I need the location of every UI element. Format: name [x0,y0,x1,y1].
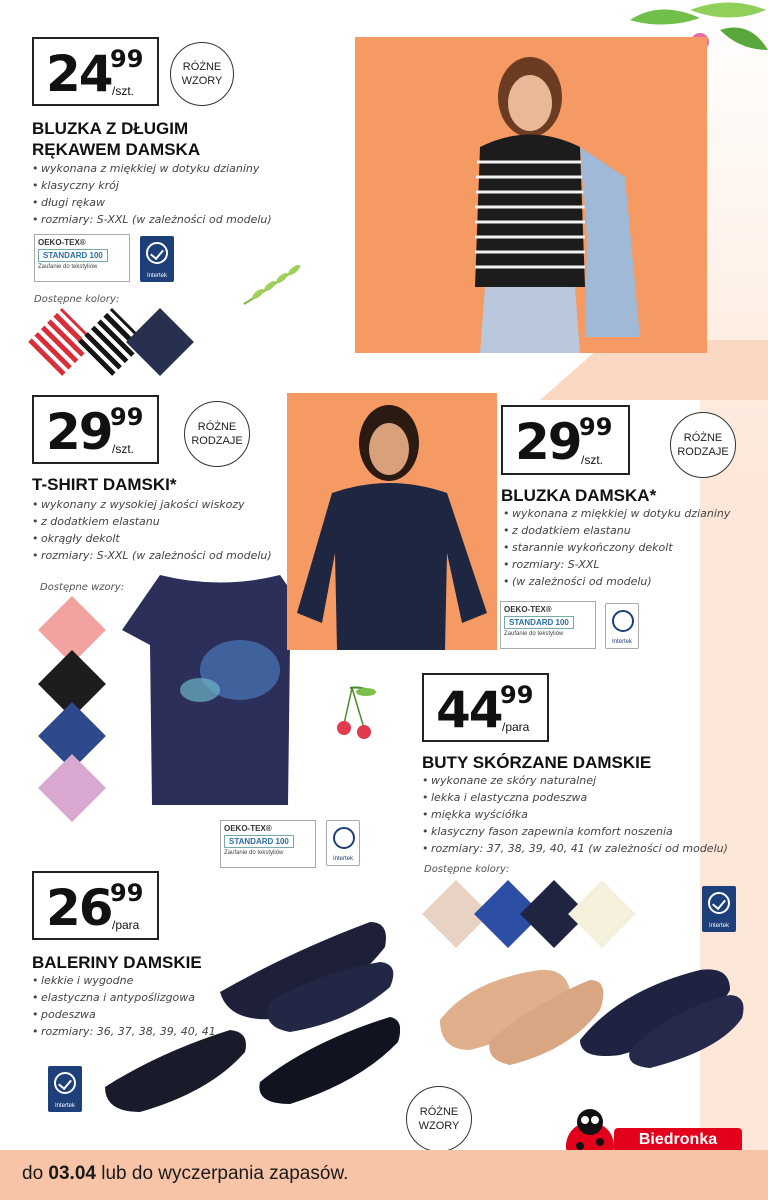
price-whole: 29 [515,413,581,471]
oeko-tex-label [500,601,596,649]
intertek-logo-icon [48,1066,82,1112]
price-whole: 26 [46,879,112,937]
bullet-item: • lekka i elastyczna podeszwa [422,789,762,806]
price-whole: 44 [436,681,502,739]
badge-line-2: WZORY [418,1120,460,1132]
badge-rozne-rodzaje [184,401,250,467]
oeko-line-1: OEKO-TEX® [224,824,272,833]
oeko-tex-label [34,234,130,282]
price-box-bluzka-damska [501,405,630,475]
footer-prefix: do [22,1163,49,1184]
bullet-item: • rozmiary: S-XXL (w zależności od modelu) [32,211,312,228]
price-box-bluzka-dlugi-rekaw [32,37,159,106]
bullet-item: • rozmiary: 36, 37, 38, 39, 40, 41 [32,1023,232,1040]
badge-rozne-wzory [170,42,234,106]
bullet-item: • wykonane ze skóry naturalnej [422,772,762,789]
footer-suffix: lub do wyczerpania zapasów. [95,1163,349,1184]
bullet-item: • wykonana z miękkiej w dotyku dzianiny [32,160,312,177]
bullet-item: • z dodatkiem elastanu [32,513,302,530]
bullet-item: • wykonana z miękkiej w dotyku dzianiny [503,505,763,522]
intertek-text: Intertek [708,923,729,929]
price-unit: /szt. [112,84,135,98]
oeko-line-2: STANDARD 100 [224,835,294,848]
price-cents: 99 [110,403,144,431]
intertek-text: Intertek [611,639,632,645]
badge-line-2: RODZAJE [677,446,729,458]
price-unit: /szt. [112,442,135,456]
oeko-line-1: OEKO-TEX® [38,238,86,247]
product-title-bluzka-damska: BLUZKA DAMSKA* [501,486,657,505]
price-unit: /para [112,918,140,932]
bullet-item: • rozmiary: S-XXL (w zależności od modelu) [32,547,302,564]
price-whole: 24 [46,45,112,103]
badge-line-1: RÓŻNE [197,420,237,433]
brand-name: Biedronka [638,1131,718,1148]
bullet-item: • elastyczna i antypoślizgowa [32,989,232,1006]
bullet-item: • lekkie i wygodne [32,972,232,989]
product-title-buty-skorzane: BUTY SKÓRZANE DAMSKIE [422,753,652,772]
patterns-label: Dostępne wzory: [40,582,125,593]
product-title-tshirt: T-SHIRT DAMSKI* [32,475,177,494]
cherries-icon [330,684,382,744]
footer-text [22,1163,348,1185]
bullet-list-buty-skorzane [422,772,762,857]
title-line-1: BLUZKA Z DŁUGIM [32,119,189,138]
badge-line-1: RÓŻNE [182,60,222,73]
badge-line-2: WZORY [181,75,223,87]
oeko-line-1: OEKO-TEX® [504,605,552,614]
bullet-item: • z dodatkiem elastanu [503,522,763,539]
oeko-line-3: Zaufanie do tekstyliów [38,264,98,270]
price-cents: 99 [110,45,144,73]
oeko-line-2: STANDARD 100 [504,616,574,629]
bullet-item: • wykonany z wysokiej jakości wiskozy [32,496,302,513]
bullet-list-tshirt [32,496,302,564]
colors-label: Dostępne kolory: [424,864,510,875]
photo-leather-loafers [430,940,750,1080]
intertek-logo-icon [702,886,736,932]
oeko-line-2: STANDARD 100 [38,249,108,262]
footer-banner [0,1150,768,1200]
price-cents: 99 [110,879,144,907]
intertek-text: Intertek [332,856,353,862]
intertek-text: Intertek [146,273,167,279]
badge-rozne-wzory [406,1086,472,1152]
swatch-pink-floral [38,754,106,822]
photo-model-striped-top [355,37,707,353]
photo-model-navy-blouse [287,393,497,650]
swatch-cream [568,880,636,948]
bullet-item: • okrągły dekolt [32,530,302,547]
bullet-item: • miękka wyściółka [422,806,762,823]
photo-ballerina-shoes [100,912,400,1132]
price-box-tshirt [32,395,159,464]
title-line-2: RĘKAWEM DAMSKA [32,140,201,159]
product-title-baleriny: BALERINY DAMSKIE [32,953,202,972]
leaf-sprig-icon [240,258,304,308]
intertek-logo-icon [140,236,174,282]
intertek-logo-icon [326,820,360,866]
oeko-tex-label [220,820,316,868]
price-cents: 99 [500,681,534,709]
bullet-list-bluzka-dlugi-rekaw [32,160,312,228]
oeko-line-3: Zaufanie do tekstyliów [504,631,564,637]
bullet-item: • rozmiary: 37, 38, 39, 40, 41 (w zależności od modelu) [422,840,762,857]
product-title-bluzka-dlugi-rekaw [32,118,200,160]
bullet-item: • starannie wykończony dekolt [503,539,763,556]
bullet-item: • klasyczny fason zapewnia komfort noszenia [422,823,762,840]
price-unit: /para [502,720,530,734]
badge-line-1: RÓŻNE [683,431,723,444]
bullet-item: • (w zależności od modelu) [503,573,763,590]
bullet-list-bluzka-damska [503,505,763,590]
badge-line-1: RÓŻNE [419,1105,459,1118]
swatch-navy [126,308,194,376]
bullet-item: • podeszwa [32,1006,232,1023]
intertek-logo-icon [605,603,639,649]
intertek-text: Intertek [54,1103,75,1109]
bullet-item: • klasyczny krój [32,177,312,194]
colors-label: Dostępne kolory: [34,294,120,305]
bullet-item: • rozmiary: S-XXL [503,556,763,573]
bullet-item: • długi rękaw [32,194,312,211]
price-whole: 29 [46,403,112,461]
badge-rozne-rodzaje [670,412,736,478]
price-box-buty-skorzane [422,673,549,742]
oeko-line-3: Zaufanie do tekstyliów [224,850,284,856]
price-cents: 99 [579,413,613,441]
footer-date: 03.04 [48,1163,96,1184]
price-unit: /szt. [581,453,604,467]
badge-line-2: RODZAJE [191,435,243,447]
